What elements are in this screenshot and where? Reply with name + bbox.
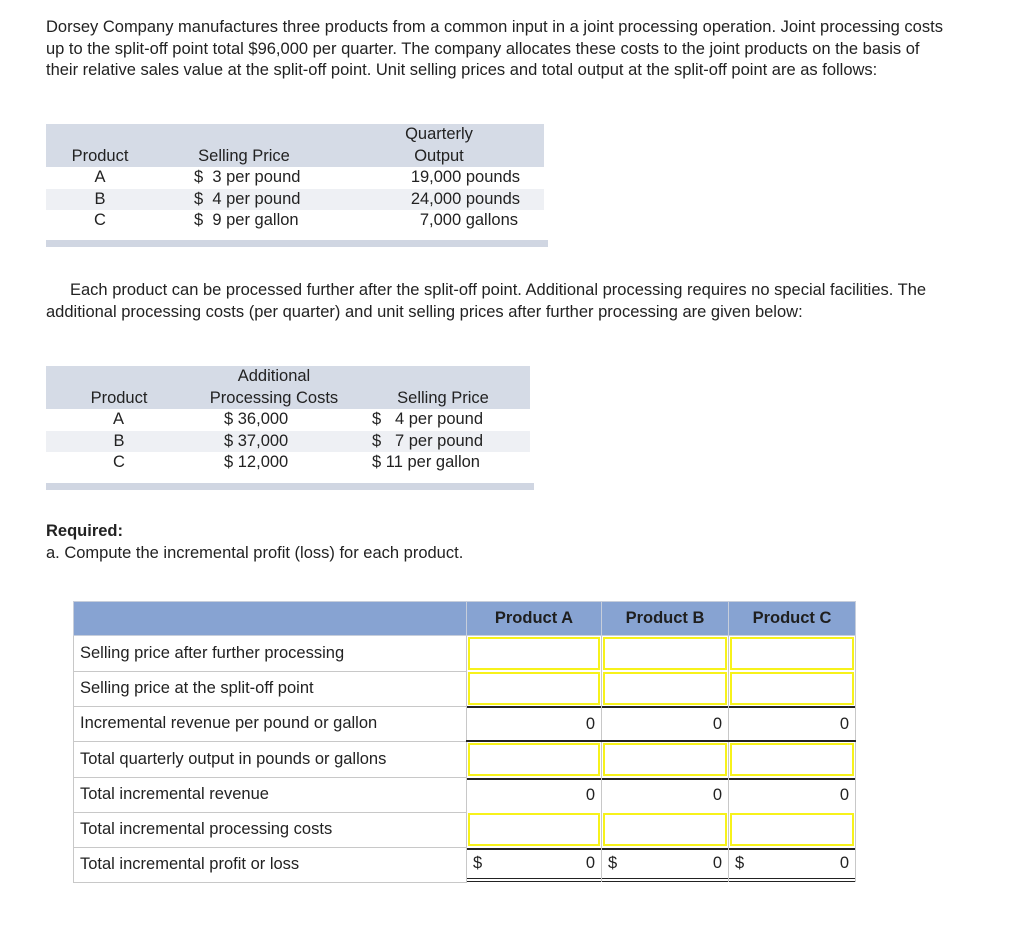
calc-a-profit: 0 [585,854,595,872]
calc-c-incr-rev-unit: 0 [839,714,849,733]
col-product: Product [71,146,129,165]
part-a-instruction: a. Compute the incremental profit (loss) for each product. [46,543,464,562]
input-a-output[interactable] [468,743,600,776]
calc-a-incr-rev-unit: 0 [585,714,595,733]
intro-paragraph: Dorsey Company manufactures three products from a common input in a joint processing operation. Joint processing costs up to the split-off point total $96,000 per quarter. The company allocates these costs to the joint products on the basis of their relative sales value at the split-off point. Unit selling prices and total output at the split-off point are as follows: [46,18,943,79]
col-product-a: Product A [467,602,602,636]
table-row: A $ 36,000 $ 4 per pound [112,410,484,428]
table-row: A $ 3 per pound 19,000 pounds [94,168,520,186]
currency-symbol: $ [735,854,745,872]
calc-c-total-incr-rev: 0 [839,786,849,804]
label-column-header [74,602,467,636]
input-a-price-split-off[interactable] [468,672,600,705]
col-product-c: Product C [729,602,856,636]
col-product: Product [90,388,148,407]
col-product-b: Product B [602,602,729,636]
calc-a-total-incr-rev: 0 [585,786,595,804]
row-total-incremental-costs: Total incremental processing costs [74,812,856,847]
table-divider [46,240,548,247]
further-processing-table [46,366,530,474]
calc-b-total-incr-rev: 0 [712,786,722,804]
further-processing-paragraph: Each product can be processed further after the split-off point. Additional processing requires no special facilities. The additional processing costs (per quarter) and unit selling prices after further processing are given below: [46,281,927,321]
row-total-quarterly-output: Total quarterly output in pounds or gallons [74,741,856,777]
row-total-incremental-profit: Total incremental profit or loss $ 0 $ 0 $ 0 [74,847,856,882]
table-row: C $ 12,000 $ 11 per gallon [113,453,480,471]
input-b-price-split-off[interactable] [603,672,727,705]
table-divider [46,483,534,490]
table-row: B $ 37,000 $ 7 per pound [46,431,530,453]
row-selling-price-after: Selling price after further processing [74,636,856,672]
input-b-output[interactable] [603,743,727,776]
col-selling-price: Selling Price [198,146,290,165]
required-label: Required: [46,522,124,540]
col-selling-price: Selling Price [397,388,489,407]
calc-c-profit: 0 [839,854,849,872]
row-incremental-revenue-per-unit: Incremental revenue per pound or gallon 0 0 0 [74,706,856,741]
calc-b-incr-rev-unit: 0 [712,714,722,733]
input-a-price-after[interactable] [468,637,600,670]
input-a-processing-costs[interactable] [468,813,600,846]
input-c-output[interactable] [730,743,854,776]
input-c-price-after[interactable] [730,637,854,670]
input-c-processing-costs[interactable] [730,813,854,846]
col-additional-costs: Additional Processing Costs [209,367,339,407]
incremental-profit-table [73,601,856,883]
row-selling-price-split-off: Selling price at the split-off point [74,671,856,706]
table-row: C $ 9 per gallon 7,000 gallons [94,211,518,229]
input-b-price-after[interactable] [603,637,727,670]
input-c-price-split-off[interactable] [730,672,854,705]
split-off-table [46,124,544,232]
row-total-incremental-revenue: Total incremental revenue 0 0 0 [74,777,856,812]
table-row: B $ 4 per pound 24,000 pounds [46,189,544,211]
calc-b-profit: 0 [712,854,722,872]
currency-symbol: $ [608,854,618,872]
input-b-processing-costs[interactable] [603,813,727,846]
col-quarterly-output: Quarterly Output [405,125,473,165]
currency-symbol: $ [473,854,483,872]
required-section [46,521,646,564]
